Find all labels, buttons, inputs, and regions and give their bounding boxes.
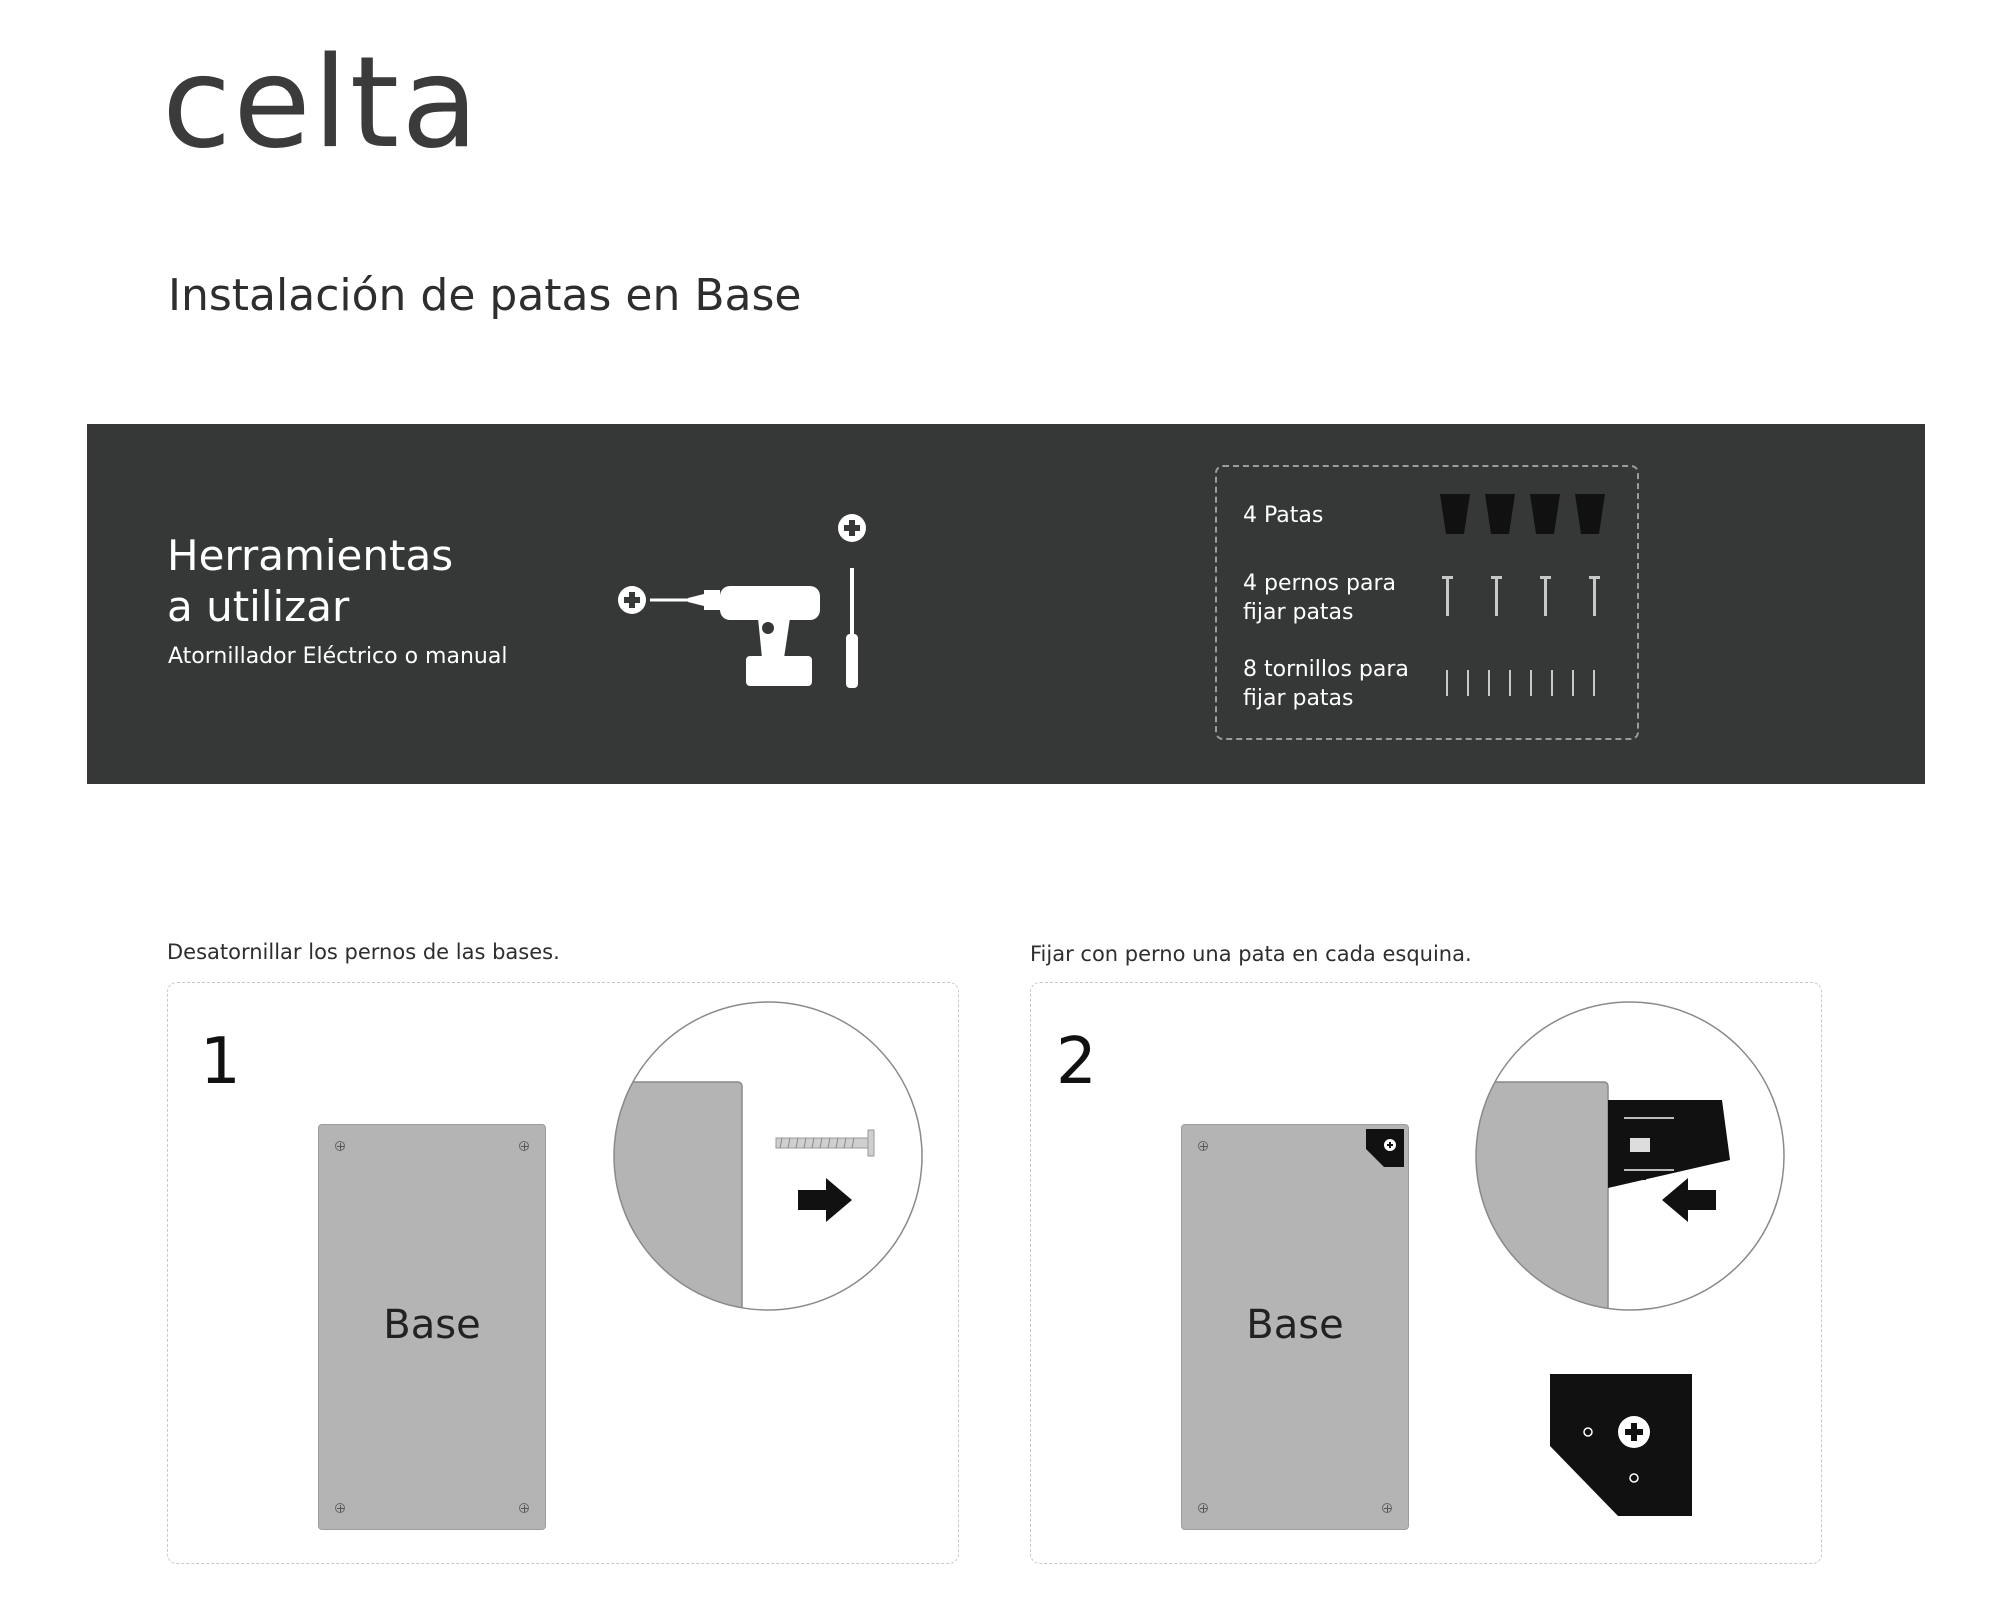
step2-zoom-detail: [1474, 1000, 1786, 1312]
screw-icon: [1488, 670, 1490, 696]
screw-hole-icon: [1198, 1141, 1208, 1151]
leg-icon: [1530, 494, 1560, 534]
screw-icon: [1509, 670, 1511, 696]
part-label-patas: 4 Patas: [1243, 503, 1324, 528]
phillips-plus-icon: [618, 586, 646, 614]
step2-base-label: Base: [1246, 1302, 1344, 1348]
part-label-pernos-line2: fijar patas: [1243, 599, 1354, 625]
screw-icon: [1446, 670, 1448, 696]
screw-icon: [1551, 670, 1553, 696]
part-label-tornillos-line2: fijar patas: [1243, 685, 1354, 711]
screw-icon: [1467, 670, 1469, 696]
step2-caption: Fijar con perno una pata en cada esquina.: [1030, 942, 1472, 966]
screw-icon: [1593, 670, 1595, 696]
screw-hole-icon: [1382, 1503, 1392, 1513]
screw-hole-icon: [1198, 1503, 1208, 1513]
screwdriver-icon: [838, 514, 866, 688]
screw-hole-icon: [519, 1141, 529, 1151]
parts-illustration: [1440, 494, 1620, 714]
screw-icon: [1572, 670, 1574, 696]
part-label-pernos: [1243, 570, 1443, 627]
document-title: Instalación de patas en Base: [168, 270, 802, 321]
part-label-tornillos-line1: 8 tornillos para: [1243, 657, 1409, 682]
corner-bracket-detail-icon: [1550, 1374, 1692, 1516]
corner-bracket-icon: [1366, 1129, 1404, 1167]
leg-icon: [1575, 494, 1605, 534]
leg-icon: [1440, 494, 1470, 534]
screw-hole-icon: [335, 1141, 345, 1151]
bolt-icon: [1446, 578, 1449, 616]
part-label-tornillos: [1243, 656, 1443, 713]
step1-base-label: Base: [383, 1302, 481, 1348]
step1-caption: Desatornillar los pernos de las bases.: [167, 940, 560, 964]
bolt-icon: [1593, 578, 1596, 616]
bolt-icon: [1495, 578, 1498, 616]
step2-number: 2: [1056, 1025, 1097, 1099]
brand-logo: celta: [162, 29, 481, 176]
leg-icon: [1485, 494, 1515, 534]
tools-heading-line2: a utilizar: [167, 582, 350, 632]
electric-drill-icon: [688, 586, 820, 686]
tools-heading: [167, 530, 587, 632]
screw-hole-icon: [519, 1503, 529, 1513]
step1-number: 1: [200, 1025, 241, 1099]
tools-heading-line1: Herramientas: [167, 531, 454, 580]
bolt-icon: [1544, 578, 1547, 616]
step1-zoom-detail: [612, 1000, 924, 1312]
screw-icon: [1530, 670, 1532, 696]
screw-hole-icon: [335, 1503, 345, 1513]
tools-illustration: [608, 506, 908, 706]
part-label-pernos-line1: 4 pernos para: [1243, 571, 1396, 596]
tools-subtitle: Atornillador Eléctrico o manual: [168, 644, 508, 669]
